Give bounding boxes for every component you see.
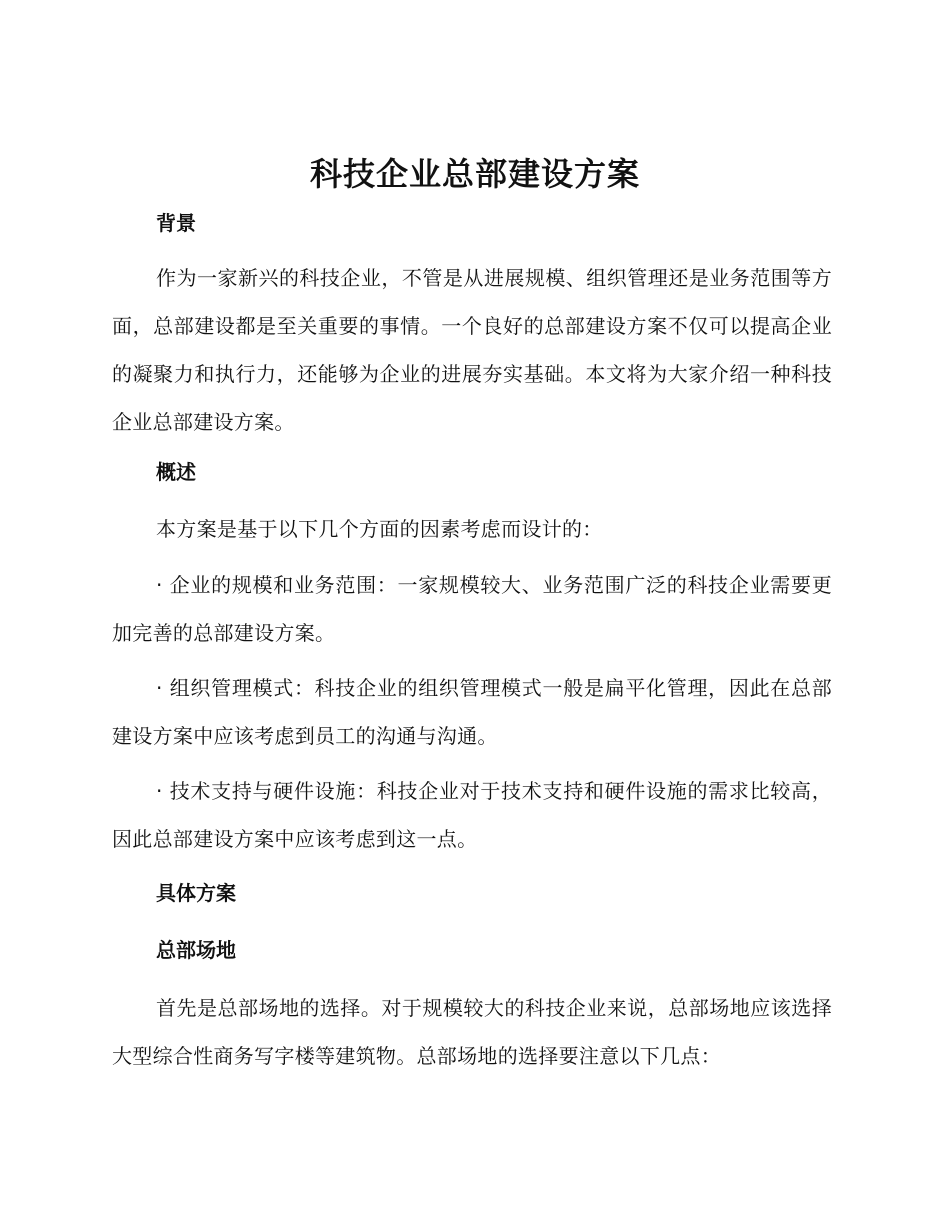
section-heading-plan: 具体方案 <box>156 881 236 905</box>
background-paragraph: 作为一家新兴的科技企业，不管是从进展规模、组织管理还是业务范围等方面，总部建设都是至关重要的事情。一个良好的总部建设方案不仅可以提高企业的凝聚力和执行力，还能够为企业的进展夯实基础。本文将为大家介绍一种科技企业总部建设方案。 <box>112 266 832 434</box>
overview-bullet-management: · 组织管理模式：科技企业的组织管理模式一般是扁平化管理，因此在总部建设方案中应该考虑到员工的沟通与沟通。 <box>112 676 832 748</box>
document-title: 科技企业总部建设方案 <box>309 155 640 193</box>
site-paragraph: 首先是总部场地的选择。对于规模较大的科技企业来说，总部场地应该选择大型综合性商务写字楼等建筑物。总部场地的选择要注意以下几点： <box>112 996 832 1068</box>
section-heading-site: 总部场地 <box>156 938 236 962</box>
overview-intro-paragraph: 本方案是基于以下几个方面的因素考虑而设计的： <box>156 517 603 541</box>
section-heading-overview: 概述 <box>156 460 196 484</box>
section-heading-background: 背景 <box>156 211 196 235</box>
overview-bullet-scale: · 企业的规模和业务范围：一家规模较大、业务范围广泛的科技企业需要更加完善的总部建设方案。 <box>112 573 832 645</box>
overview-bullet-technology: · 技术支持与硬件设施：科技企业对于技术支持和硬件设施的需求比较高，因此总部建设方案中应该考虑到这一点。 <box>112 779 832 851</box>
